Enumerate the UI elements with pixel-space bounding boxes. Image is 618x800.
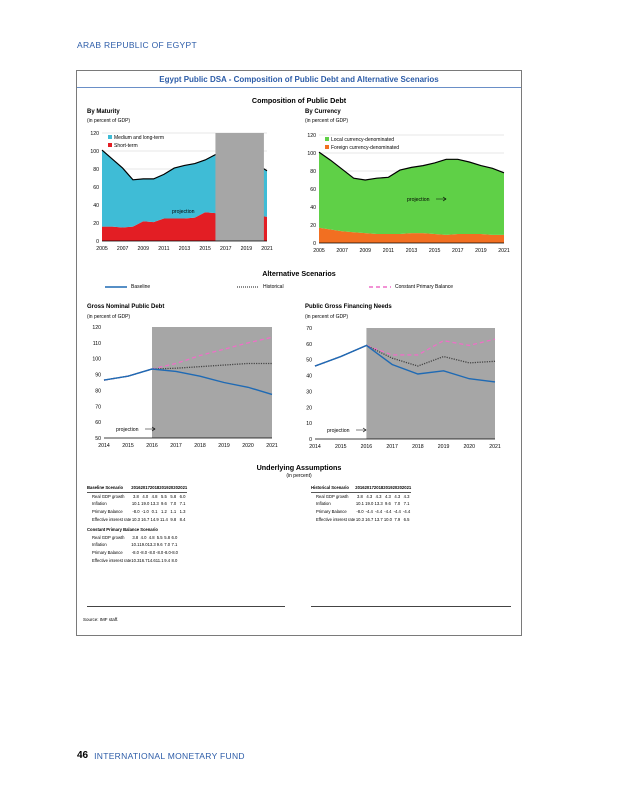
x-tick-label: 2018	[194, 443, 206, 449]
y-tick-label: 120	[90, 131, 99, 137]
year-header: 2019	[159, 485, 169, 491]
table-row	[87, 508, 187, 516]
x-tick-label: 2019	[475, 248, 487, 254]
row-value: 4.3	[385, 493, 391, 499]
currency-panel-subtitle: (in percent of GDP)	[305, 118, 349, 124]
x-tick-label: 2017	[451, 248, 464, 254]
row-value: 9.4	[164, 557, 171, 563]
row-label: Primary Balance	[92, 550, 123, 556]
table-row	[87, 541, 178, 549]
projection-shade	[366, 328, 495, 439]
legend-label: Medium and long-term	[114, 135, 165, 141]
gross-debt-panel-subtitle: (in percent of GDP)	[87, 314, 131, 320]
y-tick-label: 0	[96, 239, 99, 245]
dsa-figure-box	[76, 70, 522, 636]
row-value: 10.0	[383, 516, 392, 522]
y-tick-label: 110	[92, 340, 101, 347]
row-value: 14.9	[150, 516, 159, 522]
row-value: 4.8	[151, 493, 158, 499]
legend-swatch	[108, 143, 112, 147]
y-tick-label: 80	[310, 169, 316, 175]
row-value: -8.0	[156, 550, 164, 556]
row-value: 16.7	[365, 516, 374, 522]
x-tick-label: 2014	[98, 443, 110, 449]
row-value: 6.5	[403, 516, 410, 522]
footer-org: INTERNATIONAL MONETARY FUND	[94, 750, 245, 761]
table-bottom-rule-right	[311, 606, 511, 607]
y-tick-label: 100	[90, 149, 99, 155]
y-tick-label: 100	[307, 151, 316, 157]
year-header: 2021	[177, 485, 188, 491]
y-tick-label: 0	[309, 437, 312, 443]
row-value: 5.5	[156, 534, 163, 540]
row-value: 4.3	[366, 493, 373, 499]
row-value: 6.0	[179, 493, 186, 499]
row-value: 9.8	[170, 516, 177, 522]
baseline-swatch	[105, 285, 127, 289]
row-value: -4.4	[402, 509, 411, 515]
x-tick-label: 2005	[313, 248, 325, 254]
x-tick-label: 2018	[412, 444, 424, 450]
x-tick-label: 2013	[405, 248, 418, 254]
projection-shade	[215, 133, 263, 241]
x-tick-label: 2013	[178, 246, 191, 252]
running-header: ARAB REPUBLIC OF EGYPT	[77, 40, 197, 50]
table-row	[87, 556, 178, 564]
row-value: 7.0	[164, 542, 171, 548]
x-tick-label: 2015	[199, 246, 211, 252]
row-value: 14.6	[147, 557, 156, 563]
table-row	[87, 549, 178, 557]
row-value: -1.0	[141, 509, 149, 515]
year-header: 2019	[383, 485, 393, 491]
row-value: 4.0	[140, 534, 147, 540]
row-value: 1.1	[170, 509, 177, 515]
row-value: 4.0	[142, 493, 149, 499]
legend-swatch	[108, 135, 112, 139]
row-value: 3.8	[133, 493, 139, 499]
row-label: Real GDP growth	[92, 493, 125, 499]
maturity-panel-subtitle: (in percent of GDP)	[87, 118, 131, 124]
legend-historical	[237, 284, 284, 290]
y-tick-label: 100	[92, 356, 101, 363]
section-assumptions-subtitle: (in percent)	[286, 473, 312, 479]
x-tick-label: 2017	[386, 444, 398, 450]
row-value: -8.0	[163, 550, 171, 556]
row-value: 10.3	[131, 557, 140, 563]
row-value: -4.4	[393, 509, 401, 515]
legend-swatch	[325, 137, 329, 141]
row-value: 8.0	[171, 557, 178, 563]
x-tick-label: 2007	[116, 246, 129, 252]
row-value: 7.1	[179, 501, 186, 507]
y-tick-label: 20	[306, 405, 312, 412]
scenario-title: Constant Primary Balance Scenario	[87, 527, 158, 533]
row-value: 4.8	[148, 534, 155, 540]
y-tick-label: 80	[93, 167, 99, 173]
row-value: 7.0	[394, 501, 401, 507]
row-value: -8.0	[356, 509, 364, 515]
x-tick-label: 2016	[146, 443, 158, 449]
row-value: 5.8	[164, 534, 171, 540]
scenario-title: Historical Scenario	[311, 484, 355, 492]
x-tick-label: 2009	[359, 248, 372, 254]
row-value: -8.0	[139, 550, 148, 556]
year-header: 2020	[168, 485, 178, 491]
y-tick-label: 40	[306, 373, 312, 380]
scenario-title: Baseline Scenario	[87, 484, 131, 492]
x-tick-label: 2021	[266, 443, 278, 449]
year-header: 2017	[364, 485, 374, 491]
projection-arrow	[356, 428, 366, 432]
year-header: 2017	[140, 485, 150, 491]
cpb-swatch	[369, 285, 391, 289]
row-value: -8.0	[131, 550, 139, 556]
y-tick-label: 60	[310, 187, 316, 193]
row-value: 19.0	[365, 501, 374, 507]
y-tick-label: 70	[306, 326, 312, 332]
assumption-table	[311, 484, 411, 523]
row-value: 6.0	[171, 534, 178, 540]
year-header: 2016	[355, 485, 365, 491]
assumption-table	[87, 484, 187, 523]
y-tick-label: 50	[95, 436, 101, 442]
row-value: 7.1	[403, 501, 410, 507]
page-number: 46	[77, 750, 89, 761]
projection-label: projection	[327, 428, 350, 434]
y-tick-label: 20	[93, 221, 99, 227]
y-tick-label: 60	[93, 185, 99, 191]
row-value: 1.2	[161, 509, 167, 515]
row-value: 7.9	[394, 516, 401, 522]
table-row	[87, 534, 178, 542]
x-tick-label: 2019	[218, 443, 230, 449]
projection-label: projection	[407, 197, 430, 203]
row-value: 19.0	[141, 501, 150, 507]
row-label: Primary Balance	[92, 509, 123, 515]
y-tick-label: 50	[306, 357, 312, 364]
row-value: -8.0	[132, 509, 140, 515]
gfn-panel-title: Public Gross Financing Needs	[305, 304, 392, 310]
row-value: 4.3	[394, 493, 401, 499]
row-value: 10.3	[131, 516, 140, 522]
row-value: 10.1	[355, 501, 364, 507]
table-row	[311, 500, 411, 508]
x-tick-label: 2016	[360, 444, 373, 450]
gross-debt-panel-title: Gross Nominal Public Debt	[87, 304, 165, 310]
x-tick-label: 2011	[382, 248, 394, 254]
row-value: 10.1	[131, 501, 140, 507]
row-value: 4.3	[375, 493, 382, 499]
row-value: 11.1	[155, 557, 164, 563]
x-tick-label: 2021	[498, 248, 510, 254]
row-value: 7.1	[171, 542, 178, 548]
legend-label: Short-term	[114, 143, 138, 149]
x-tick-label: 2019	[437, 444, 450, 450]
row-value: -8.0	[170, 550, 179, 556]
source-note: Source: IMF staff.	[83, 617, 119, 622]
year-header: 2021	[401, 485, 412, 491]
x-tick-label: 2020	[242, 443, 254, 449]
row-value: 16.7	[139, 557, 148, 563]
row-label: Primary Balance	[316, 509, 347, 515]
row-value: 19.0	[139, 542, 148, 548]
row-label: Real GDP growth	[92, 534, 125, 540]
row-label: Effective interest rate	[92, 557, 132, 563]
row-value: -4.4	[365, 509, 373, 515]
row-value: 9.6	[385, 501, 391, 507]
row-label: Inflation	[316, 501, 331, 507]
row-label: Effective interest rate	[316, 516, 356, 522]
row-value: 9.6	[156, 542, 163, 548]
row-value: 10.1	[131, 542, 140, 548]
y-tick-label: 120	[307, 133, 316, 139]
x-tick-label: 2007	[336, 248, 348, 254]
table-row	[87, 492, 187, 500]
x-tick-label: 2015	[334, 444, 347, 450]
figure-title: Egypt Public DSA - Composition of Public Debt and Alternative Scenarios	[159, 75, 439, 84]
y-tick-label: 60	[95, 420, 101, 427]
row-value: 10.3	[355, 516, 364, 522]
table-row	[87, 500, 187, 508]
x-tick-label: 2020	[463, 444, 476, 450]
currency-panel-title: By Currency	[305, 109, 341, 115]
row-value: -8.0	[148, 550, 156, 556]
row-value: 9.6	[161, 501, 167, 507]
y-tick-label: 60	[306, 341, 312, 348]
x-tick-label: 2005	[96, 246, 108, 252]
table-row	[87, 515, 187, 523]
x-tick-label: 2015	[428, 248, 441, 254]
row-label: Inflation	[92, 501, 107, 507]
legend-label: Local currency-denominated	[331, 137, 395, 143]
y-tick-label: 70	[95, 404, 101, 411]
row-value: 1.3	[179, 509, 186, 515]
row-value: 13.3	[147, 542, 156, 548]
y-tick-label: 90	[95, 372, 101, 379]
legend-historical-label: Historical	[263, 284, 284, 290]
section-composition-title: Composition of Public Debt	[251, 96, 347, 105]
row-value: 16.7	[141, 516, 150, 522]
x-tick-label: 2009	[137, 246, 150, 252]
row-value: -4.4	[384, 509, 392, 515]
row-value: 0.1	[151, 509, 158, 515]
table-row	[311, 492, 411, 500]
legend-baseline	[105, 284, 150, 290]
y-tick-label: 0	[313, 241, 316, 247]
x-tick-label: 2021	[489, 444, 501, 450]
x-tick-label: 2019	[240, 246, 253, 252]
title-rule	[77, 87, 521, 88]
legend-baseline-label: Baseline	[131, 284, 151, 290]
y-tick-label: 120	[92, 325, 101, 331]
x-tick-label: 2011	[158, 246, 170, 252]
x-tick-label: 2015	[122, 443, 134, 449]
legend-swatch	[325, 145, 329, 149]
legend-cpb	[369, 284, 453, 290]
y-tick-label: 10	[306, 421, 312, 428]
y-tick-label: 20	[310, 223, 316, 229]
assumption-table	[87, 526, 178, 564]
y-tick-label: 40	[310, 205, 316, 211]
year-header: 2018	[149, 485, 160, 491]
row-value: 13.3	[374, 501, 383, 507]
x-tick-label: 2021	[261, 246, 273, 252]
maturity-chart	[82, 126, 277, 256]
row-value: 3.8	[357, 493, 363, 499]
y-tick-label: 40	[93, 203, 99, 209]
historical-swatch	[237, 285, 259, 289]
year-header: 2018	[373, 485, 384, 491]
row-label: Real GDP growth	[316, 493, 349, 499]
row-value: 3.8	[132, 534, 139, 540]
gfn-panel-subtitle: (in percent of GDP)	[305, 314, 349, 320]
projection-shade	[152, 327, 272, 438]
table-row	[311, 508, 411, 516]
gfn-chart	[299, 322, 509, 455]
y-tick-label: 80	[95, 388, 101, 395]
year-header: 2020	[392, 485, 402, 491]
row-label: Inflation	[92, 542, 107, 548]
row-value: 5.5	[161, 493, 167, 499]
row-value: 13.7	[374, 516, 383, 522]
row-value: 13.3	[150, 501, 159, 507]
projection-label: projection	[116, 427, 139, 433]
row-label: Effective interest rate	[92, 516, 132, 522]
row-value: 7.0	[170, 501, 177, 507]
section-scenarios-title: Alternative Scenarios	[262, 269, 336, 278]
legend-cpb-label: Constant Primary Balance	[395, 284, 454, 290]
x-tick-label: 2017	[219, 246, 232, 252]
x-tick-label: 2017	[170, 443, 182, 449]
row-value: 8.4	[179, 516, 186, 522]
section-assumptions-title: Underlying Assumptions	[256, 463, 342, 472]
table-bottom-rule-left	[87, 606, 285, 607]
projection-label: projection	[172, 209, 195, 215]
row-value: 5.8	[170, 493, 177, 499]
x-tick-label: 2014	[309, 444, 321, 450]
row-value: -4.4	[374, 509, 383, 515]
y-tick-label: 30	[306, 389, 312, 396]
legend-label: Foreign currency-denominated	[331, 145, 400, 151]
page-footer	[77, 750, 245, 761]
row-value: 4.3	[403, 493, 410, 499]
table-row	[311, 515, 411, 523]
year-header: 2016	[131, 485, 141, 491]
currency-chart	[299, 126, 514, 256]
gross-debt-chart	[82, 322, 282, 455]
maturity-panel-title: By Maturity	[87, 109, 120, 115]
row-value: 11.4	[159, 516, 168, 522]
